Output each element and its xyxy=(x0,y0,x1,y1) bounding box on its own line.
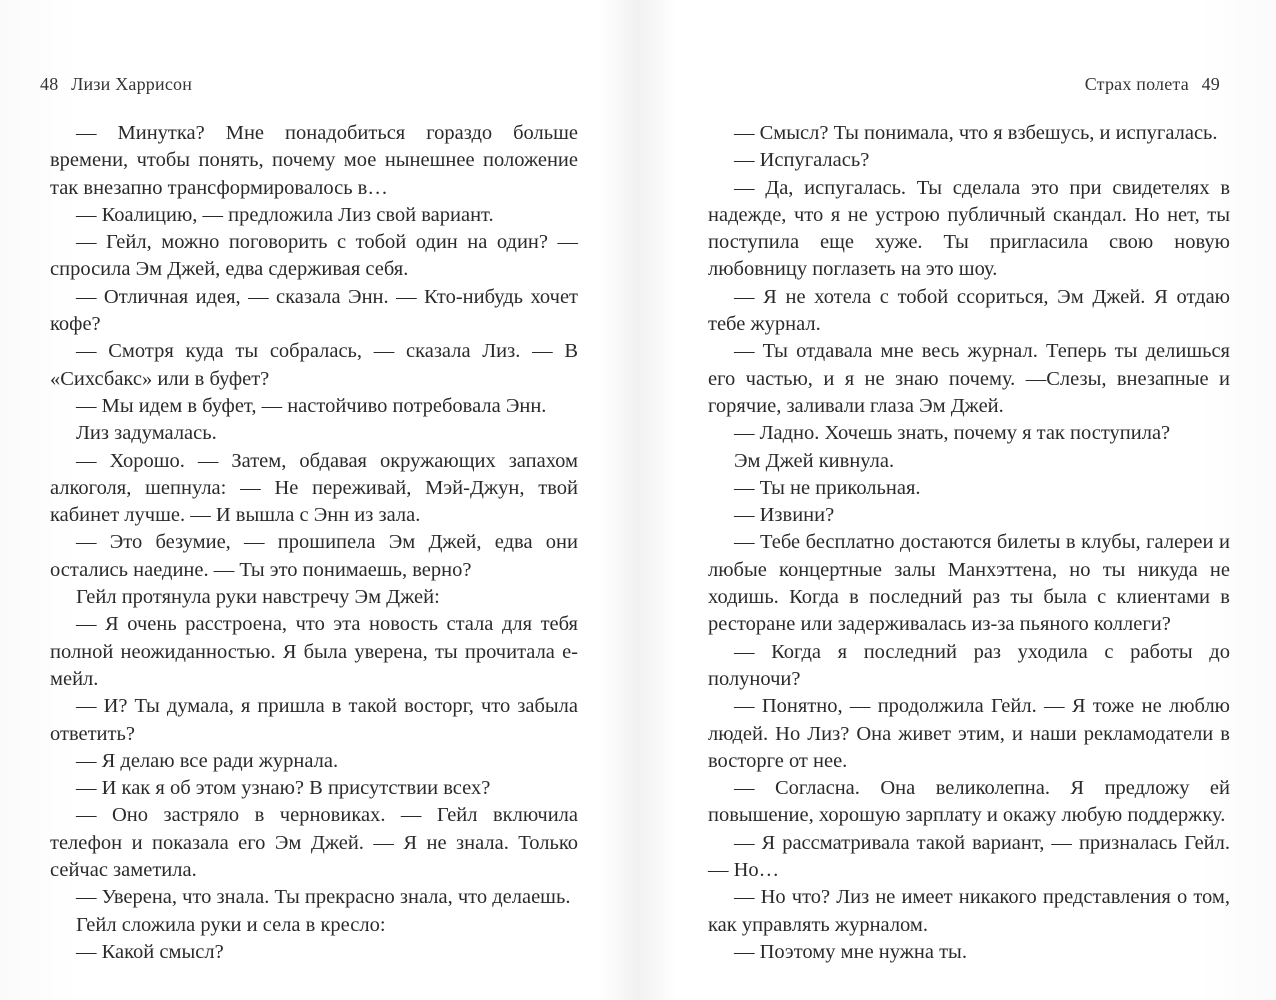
paragraph: — Но что? Лиз не имеет никакого представления о том, как управлять журналом. xyxy=(708,886,1230,936)
paragraph: — Смотря куда ты собралась, — сказала Лиз. — В «Сихсбакс» или в буфет? xyxy=(50,340,578,390)
paragraph: — Поэтому мне нужна ты. xyxy=(734,940,967,963)
paragraph: — Тебе бесплатно достаются билеты в клубы, галереи и любые концертные залы Манхэттена, но ты никуда не ходишь. Когда в последний раз ты была с клиентами в ресторане или задерживалась из-за пьяного коллеги? xyxy=(708,531,1230,636)
paragraph: — Гейл, можно поговорить с тобой один на один? — спросила Эм Джей, едва сдерживая себя. xyxy=(50,231,578,281)
paragraph: — Оно застряло в черновиках. — Гейл включила телефон и показала его Эм Джей. — Я не знала. Только сейчас заметила. xyxy=(50,804,578,882)
paragraph: — Ладно. Хочешь знать, почему я так поступила? xyxy=(734,422,1171,445)
paragraph: — И как я об этом узнаю? В присутствии всех? xyxy=(76,777,491,800)
right-running-head-title: Страх полета xyxy=(1084,74,1189,94)
right-page xyxy=(638,0,1276,1000)
paragraph: Эм Джей кивнула. xyxy=(734,449,895,472)
paragraph: — Испугалась? xyxy=(734,149,870,172)
paragraph: Лиз задумалась. xyxy=(76,422,217,445)
paragraph: — Я делаю все ради журнала. xyxy=(76,749,339,772)
right-running-header xyxy=(1085,74,1228,95)
left-running-header xyxy=(32,74,192,95)
paragraph: — Хорошо. — Затем, обдавая окружающих запахом алкоголя, шепнула: — Не переживай, Мэй-Джун, твой кабинет лучше. — И вышла с Энн из зала. xyxy=(50,449,578,527)
paragraph: — Ты отдавала мне весь журнал. Теперь ты делишься его частью, и я не знаю почему. —Слезы, внезапные и горячие, заливали глаза Эм Джей. xyxy=(708,340,1230,417)
paragraph: — Я не хотела с тобой ссориться, Эм Джей. Я отдаю тебе журнал. xyxy=(708,285,1230,336)
left-page-body xyxy=(50,120,578,966)
paragraph: — Я рассматривала такой вариант, — призналась Гейл. — Но… xyxy=(708,831,1230,882)
paragraph: — Да, испугалась. Ты сделала это при свидетелях в надежде, что я не устрою публичный скандал. Но нет, ты поступила еще хуже. Ты пригласила свою новую любовницу поглазеть на это шоу. xyxy=(708,176,1230,281)
paragraph: Гейл сложила руки и села в кресло: xyxy=(76,913,386,936)
paragraph: — Минутка? Мне понадобиться гораздо больше времени, чтобы понять, почему мое нынешнее положение так внезапно трансформировалось в… xyxy=(50,122,578,199)
paragraph: — Извини? xyxy=(734,504,835,527)
paragraph: — Понятно, — продолжила Гейл. — Я тоже не люблю людей. Но Лиз? Она живет этим, и наши рекламодатели в восторге от нее. xyxy=(708,695,1230,772)
paragraph: — Отличная идея, — сказала Энн. — Кто-нибудь хочет кофе? xyxy=(50,285,578,336)
paragraph: — Когда я последний раз уходила с работы до полуночи? xyxy=(708,640,1230,690)
paragraph: — Согласна. Она великолепна. Я предложу ей повышение, хорошую зарплату и окажу любую поддержку. xyxy=(708,777,1230,827)
paragraph: — Коалицию, — предложила Лиз свой вариант. xyxy=(76,203,494,226)
right-page-body xyxy=(708,120,1230,966)
paragraph: — Смысл? Ты понимала, что я взбешусь, и испугалась. xyxy=(734,122,1218,144)
paragraph: — Уверена, что знала. Ты прекрасно знала, что делаешь. xyxy=(76,886,571,909)
right-page-number: 49 xyxy=(1201,74,1220,94)
paragraph: — Я очень расстроена, что эта новость стала для тебя полной неожиданностью. Я была уверена, ты прочитала е-мейл. xyxy=(50,613,578,690)
left-running-head-title: Лизи Харрисон xyxy=(71,74,193,94)
paragraph: — Какой смысл? xyxy=(76,940,224,963)
paragraph: — Мы идем в буфет, — настойчиво потребовала Энн. xyxy=(76,394,547,417)
paragraph: — Это безумие, — прошипела Эм Джей, едва они остались наедине. — Ты это понимаешь, верно? xyxy=(50,531,578,581)
paragraph: — И? Ты думала, я пришла в такой восторг, что забыла ответить? xyxy=(50,695,578,745)
paragraph: Гейл протянула руки навстречу Эм Джей: xyxy=(76,586,440,609)
left-page-number: 48 xyxy=(40,74,59,94)
paragraph: — Ты не прикольная. xyxy=(734,476,921,499)
